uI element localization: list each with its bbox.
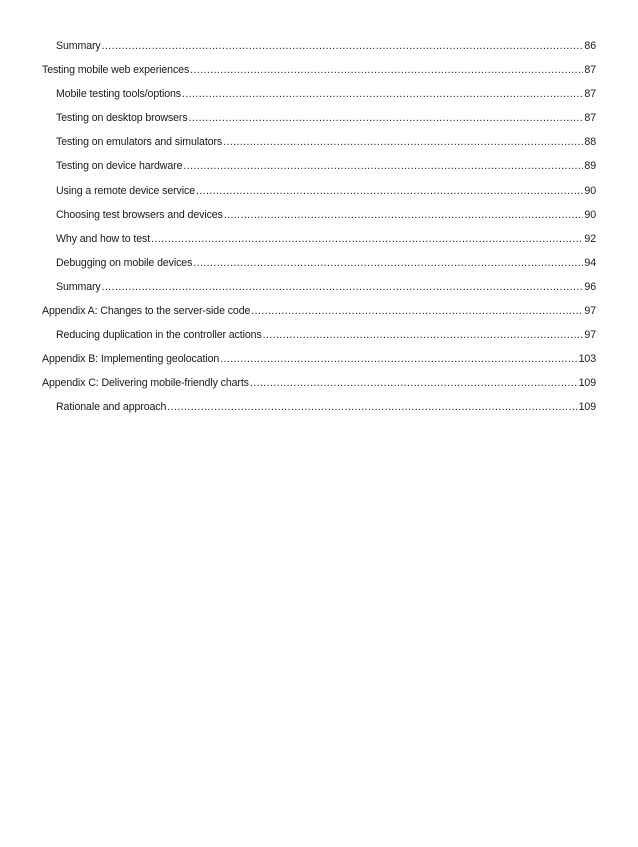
toc-entry-page-number: 97 bbox=[584, 329, 596, 342]
toc-entry-page-number: 90 bbox=[584, 184, 596, 197]
toc-entry-title: Mobile testing tools/options bbox=[56, 88, 181, 101]
toc-entry[interactable] bbox=[42, 64, 596, 88]
toc-entry-title: Reducing duplication in the controller actions bbox=[56, 329, 262, 342]
toc-entry-page-number: 96 bbox=[584, 280, 596, 293]
toc-entry[interactable] bbox=[42, 136, 596, 160]
table-of-contents bbox=[42, 40, 596, 426]
toc-entry[interactable] bbox=[42, 329, 596, 353]
toc-entry-page-number: 94 bbox=[584, 256, 596, 269]
toc-entry[interactable] bbox=[42, 185, 596, 209]
toc-entry-title: Why and how to test bbox=[56, 232, 151, 245]
toc-entry[interactable] bbox=[42, 233, 596, 257]
toc-entry-title: Summary bbox=[56, 40, 101, 52]
toc-entry[interactable] bbox=[42, 353, 596, 377]
toc-entry[interactable] bbox=[42, 112, 596, 136]
toc-dot-leader bbox=[151, 233, 583, 245]
toc-entry-title: Choosing test browsers and devices bbox=[56, 208, 223, 221]
toc-dot-leader bbox=[167, 401, 577, 413]
toc-entry-title: Testing mobile web experiences bbox=[42, 64, 190, 77]
toc-entry-page-number: 86 bbox=[584, 40, 596, 52]
toc-entry-title: Appendix B: Implementing geolocation bbox=[42, 353, 220, 366]
toc-dot-leader bbox=[190, 64, 583, 76]
toc-entry-page-number: 87 bbox=[584, 64, 596, 77]
toc-entry-title: Testing on desktop browsers bbox=[56, 112, 188, 125]
toc-dot-leader bbox=[251, 305, 583, 317]
toc-dot-leader bbox=[263, 329, 584, 341]
toc-dot-leader bbox=[196, 185, 583, 197]
toc-entry[interactable] bbox=[42, 160, 596, 184]
toc-entry-title: Testing on device hardware bbox=[56, 160, 183, 173]
toc-entry-page-number: 92 bbox=[584, 232, 596, 245]
toc-entry[interactable] bbox=[42, 305, 596, 329]
toc-dot-leader bbox=[193, 257, 583, 269]
toc-dot-leader bbox=[223, 136, 583, 148]
toc-entry-page-number: 90 bbox=[584, 208, 596, 221]
toc-entry-title: Rationale and approach bbox=[56, 401, 167, 414]
toc-entry-page-number: 97 bbox=[584, 305, 596, 318]
toc-entry[interactable] bbox=[42, 281, 596, 305]
toc-dot-leader bbox=[220, 353, 577, 365]
toc-dot-leader bbox=[183, 160, 583, 172]
toc-entry-title: Appendix C: Delivering mobile-friendly charts bbox=[42, 377, 249, 390]
toc-dot-leader bbox=[182, 88, 583, 100]
toc-entry-page-number: 88 bbox=[584, 136, 596, 149]
toc-entry-page-number: 103 bbox=[578, 353, 596, 366]
toc-entry-title: Debugging on mobile devices bbox=[56, 256, 193, 269]
toc-dot-leader bbox=[224, 209, 584, 221]
toc-entry[interactable] bbox=[42, 209, 596, 233]
toc-entry-page-number: 87 bbox=[584, 88, 596, 101]
toc-entry[interactable] bbox=[42, 40, 596, 64]
toc-entry-page-number: 87 bbox=[584, 112, 596, 125]
toc-entry-title: Testing on emulators and simulators bbox=[56, 136, 223, 149]
toc-dot-leader bbox=[189, 112, 584, 124]
toc-dot-leader bbox=[102, 40, 584, 52]
toc-entry[interactable] bbox=[42, 377, 596, 401]
toc-entry-page-number: 109 bbox=[578, 401, 596, 414]
toc-entry-title: Using a remote device service bbox=[56, 184, 195, 197]
toc-entry-page-number: 109 bbox=[578, 377, 596, 390]
toc-entry-title: Appendix A: Changes to the server-side code bbox=[42, 305, 251, 318]
toc-dot-leader bbox=[250, 377, 578, 389]
toc-entry[interactable] bbox=[42, 257, 596, 281]
toc-entry[interactable] bbox=[42, 88, 596, 112]
toc-dot-leader bbox=[102, 281, 584, 293]
toc-entry-page-number: 89 bbox=[584, 160, 596, 173]
toc-entry-title: Summary bbox=[56, 280, 101, 293]
toc-entry[interactable] bbox=[42, 401, 596, 425]
